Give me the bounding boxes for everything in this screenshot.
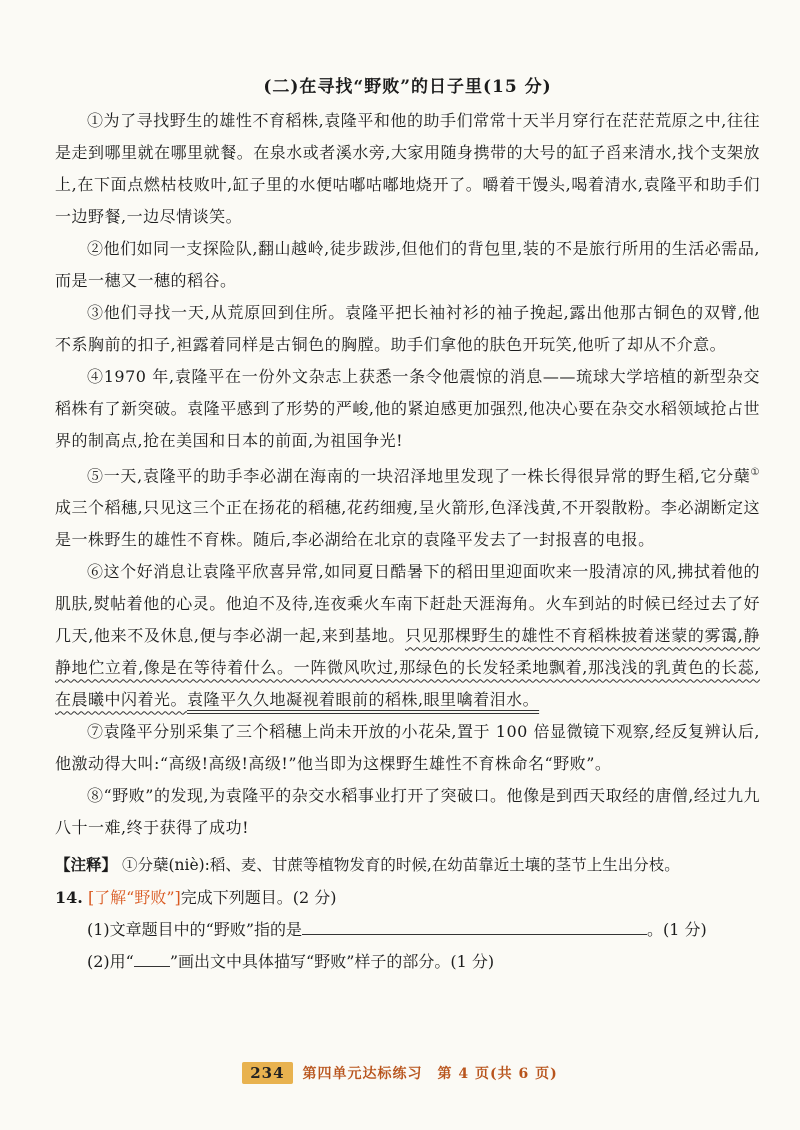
question-item-1-prefix: (1)文章题目中的“野败”指的是 [87, 920, 303, 940]
paragraph-6 [55, 556, 760, 716]
page-footer [0, 1062, 800, 1084]
paragraph-6-part-a: ⑥这个好消息让袁隆平欣喜异常,如同夏日酷暑下的稻田里迎面吹来一股清凉的风,拂拭着他的肌肤,熨帖着他的心灵。他迫不及待,连夜乘火车南下赶赴天涯海角。火车到站的时候已经过去了好几天,他来不及休息,便与李必湖一起,来到基地。 [55, 562, 760, 646]
wavy-underlined-passage: 只见那棵野生的雄性不育稻株披着迷蒙的雾霭,静静地伫立着,像是在等待着什么。一阵微风吹过,那绿色的长发轻柔地飘着,那浅浅的乳黄色的长蕊,在晨曦中闪着光。 [55, 626, 760, 710]
paragraph-5-part-b: 成三个稻穗,只见这三个正在扬花的稻穗,花药细瘦,呈火箭形,色泽浅黄,不开裂散粉。李必湖断定这是一株野生的雄性不育株。随后,李必湖给在北京的袁隆平发去了一封报喜的电报。 [55, 498, 760, 550]
answer-blank-1[interactable] [302, 916, 647, 935]
question-item-1-suffix: 。(1 分) [647, 920, 707, 940]
section-title: (二)在寻找“野败”的日子里(15 分) [263, 77, 552, 97]
footnote-marker: ① [750, 467, 760, 478]
question-number: 14. [55, 888, 83, 908]
paragraph-5 [55, 457, 760, 556]
paragraph-8: ⑧“野败”的发现,为袁隆平的杂交水稻事业打开了突破口。他像是到西天取经的唐僧,经过九九八十一难,终于获得了成功! [55, 786, 760, 838]
exam-page [55, 72, 760, 978]
question-item-2-prefix: (2)用“ [87, 952, 134, 972]
paragraph-2: ②他们如同一支探险队,翻山越岭,徒步跋涉,但他们的背包里,装的不是旅行所用的生活必需品,而是一穗又一穗的稻谷。 [55, 239, 760, 290]
footer-text: 第四单元达标练习 第 4 页(共 6 页) [302, 1066, 558, 1082]
annotation-label: 【注释】 [55, 855, 118, 875]
underline-sample [134, 948, 170, 967]
annotation [55, 850, 760, 880]
question-instruction: 完成下列题目。(2 分) [180, 888, 337, 908]
paragraph-5-part-a: ⑤一天,袁隆平的助手李必湖在海南的一块沼泽地里发现了一株长得很异常的野生稻,它分蘖 [87, 466, 751, 486]
question-14-header [55, 882, 760, 914]
underlined-passage: 袁隆平久久地凝视着眼前的稻株,眼里噙着泪水。 [187, 690, 540, 710]
question-tag: [了解“野败”] [87, 888, 181, 908]
annotation-text: ①分蘖(niè):稻、麦、甘蔗等植物发育的时候,在幼苗靠近土壤的茎节上生出分枝。 [121, 856, 680, 875]
paragraph-7: ⑦袁隆平分别采集了三个稻穗上尚未开放的小花朵,置于 100 倍显微镜下观察,经反复辨认后,他激动得大叫:“高级!高级!高级!”他当即为这棵野生雄性不育株命名“野败”。 [55, 722, 760, 774]
question-item-2 [55, 946, 760, 978]
question-item-1 [55, 914, 760, 946]
paragraph-1: ①为了寻找野生的雄性不育稻株,袁隆平和他的助手们常常十天半月穿行在茫茫荒原之中,往往是走到哪里就在哪里就餐。在泉水或者溪水旁,大家用随身携带的大号的缸子舀来清水,找个支架放上,在下面点燃枯枝败叶,缸子里的水便咕嘟咕嘟地烧开了。嚼着干馒头,喝着清水,袁隆平和助手们一边野餐,一边尽情谈笑。 [55, 111, 760, 226]
paragraph-3: ③他们寻找一天,从荒原回到住所。袁隆平把长袖衬衫的袖子挽起,露出他那古铜色的双臂,他不系胸前的扣子,袒露着同样是古铜色的胸膛。助手们拿他的肤色开玩笑,他听了却从不介意。 [55, 303, 760, 354]
page-number: 234 [242, 1062, 292, 1084]
question-item-2-suffix: ”画出文中具体描写“野败”样子的部分。(1 分) [169, 952, 495, 972]
paragraph-4: ④1970 年,袁隆平在一份外文杂志上获悉一条令他震惊的消息——琉球大学培植的新型杂交稻株有了新突破。袁隆平感到了形势的严峻,他的紧迫感更加强烈,他决心要在杂交水稻领域抢占世界的制高点,抢在美国和日本的前面,为祖国争光! [55, 367, 760, 450]
